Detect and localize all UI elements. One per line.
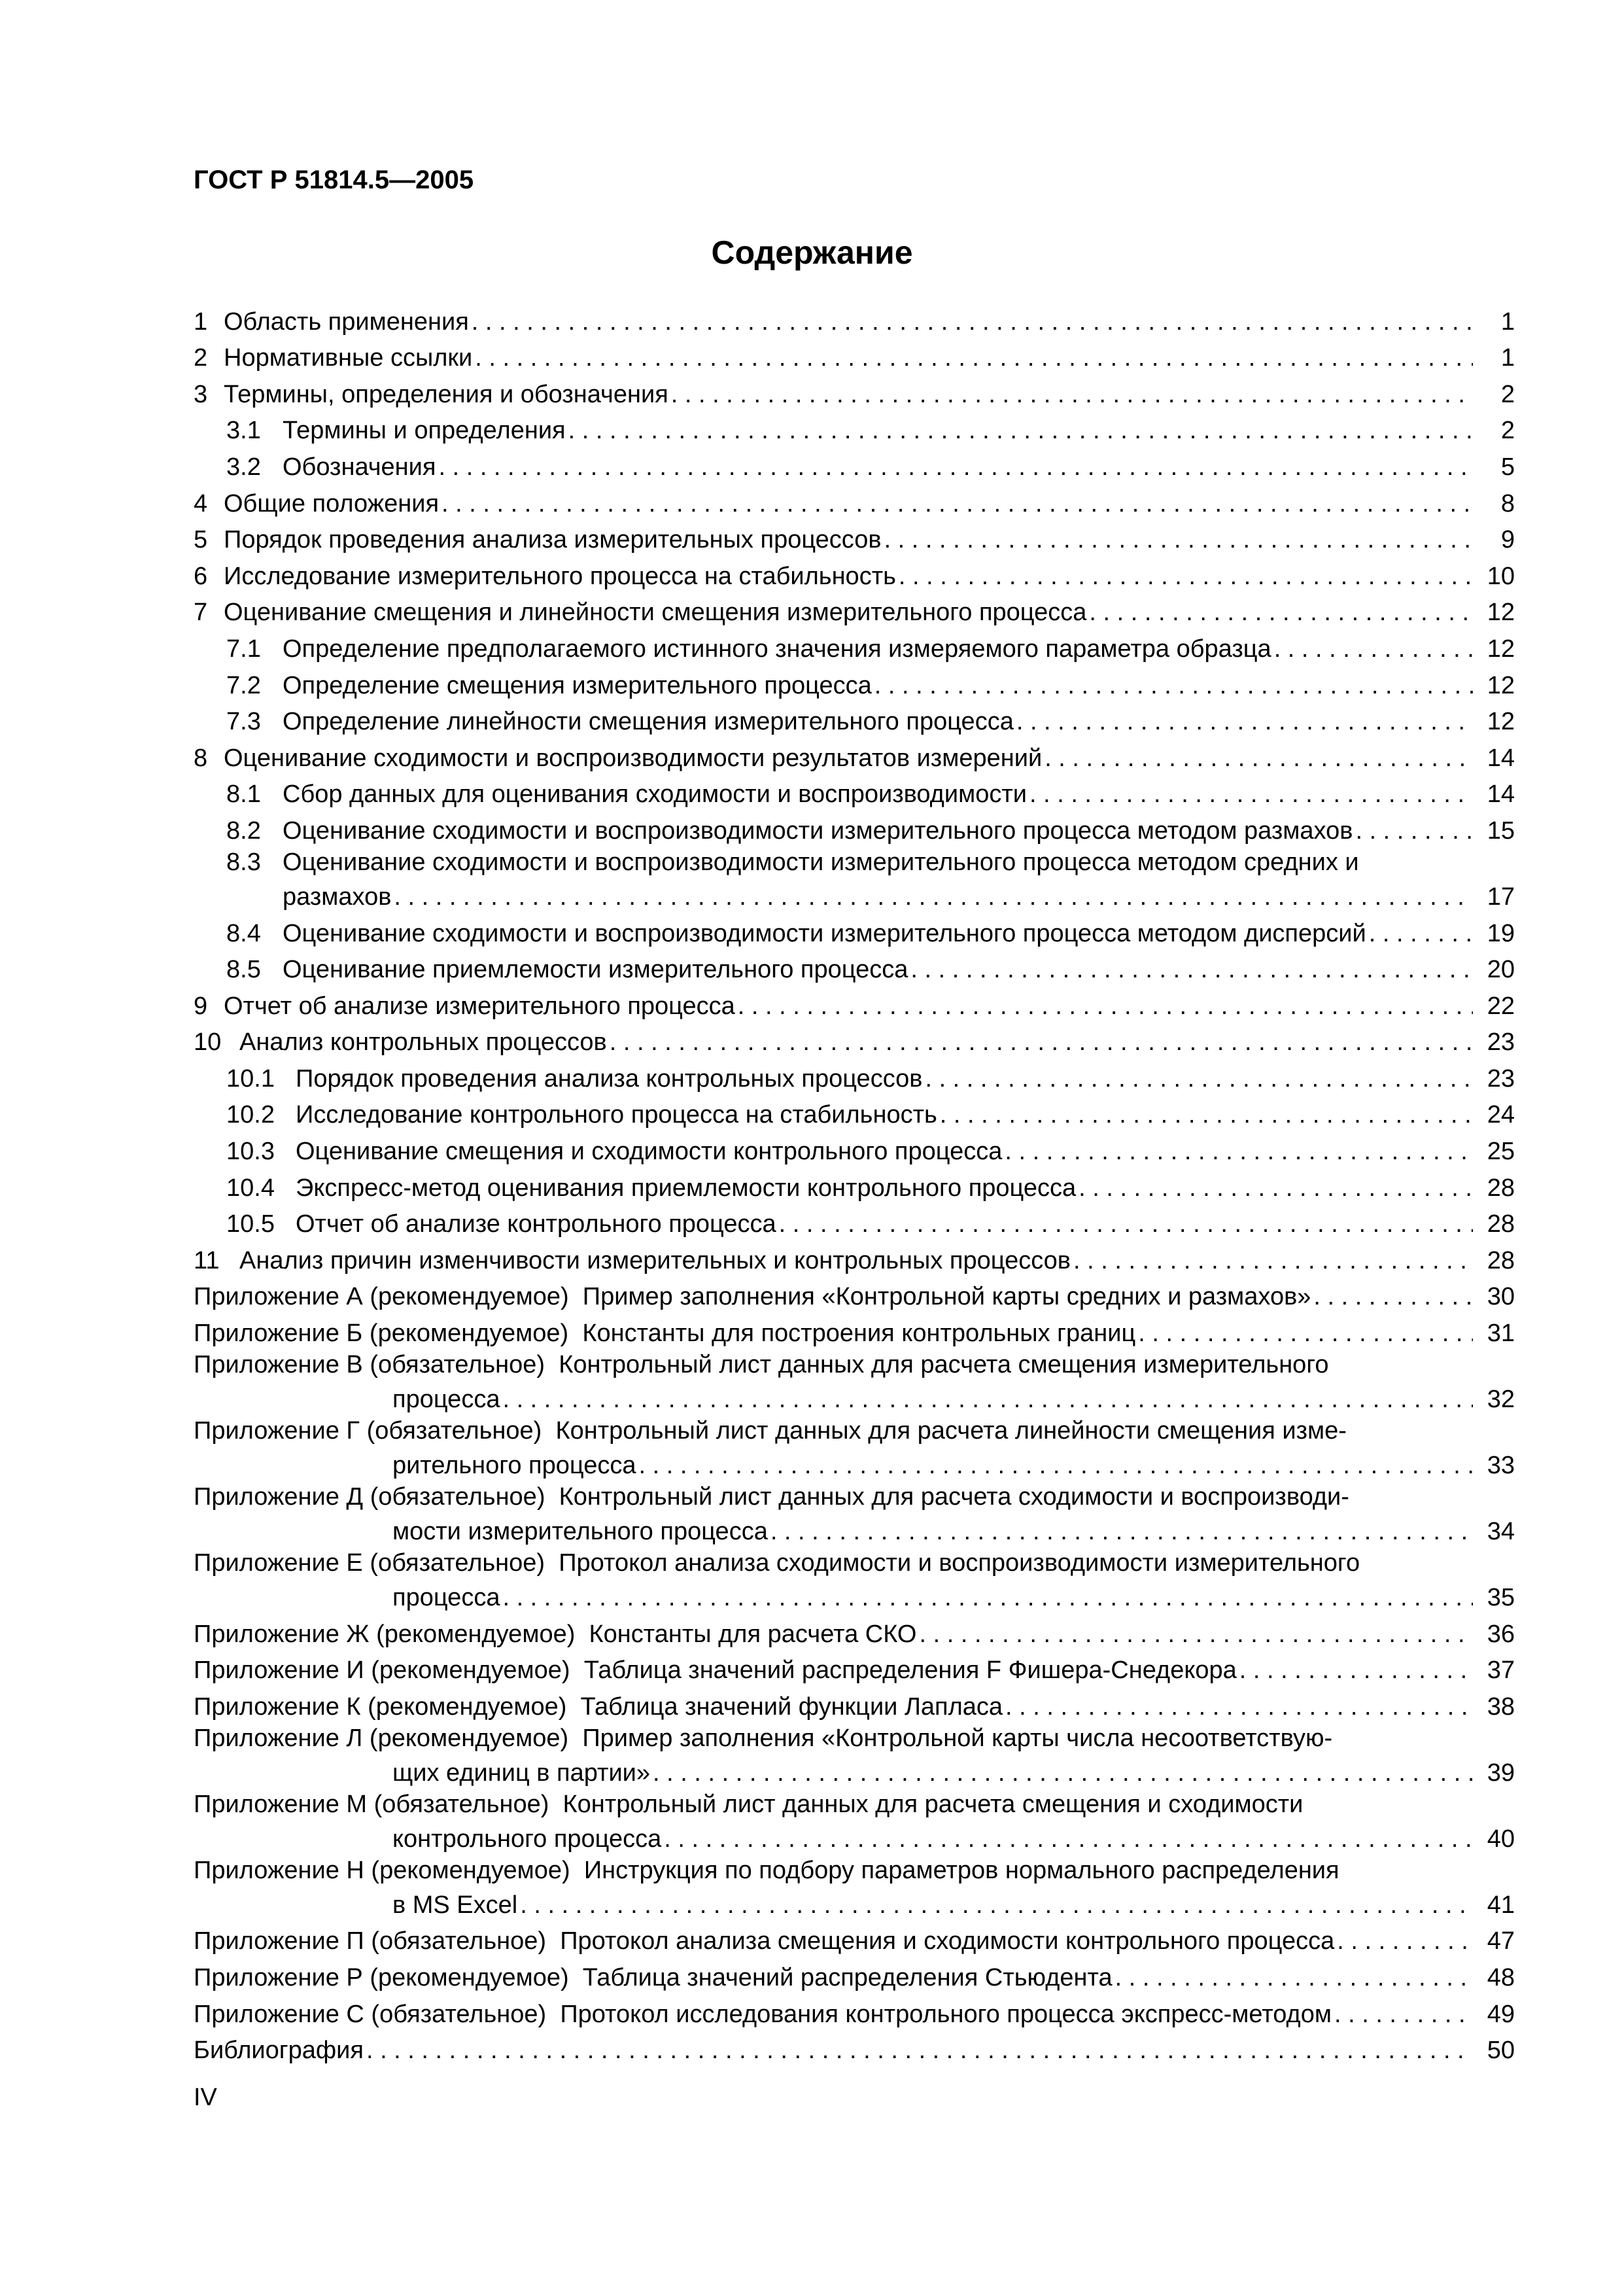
toc-leader-dots [1016, 707, 1473, 737]
toc-entry-page: 12 [1487, 599, 1515, 627]
toc-entry-number: 8 [194, 744, 208, 772]
toc-appendix-label: Приложение Н (рекомендуемое) [194, 1856, 570, 1884]
toc-entry-page: 31 [1487, 1320, 1515, 1348]
toc-leader-dots [738, 991, 1473, 1021]
toc-entry-title: Термины и определения [283, 417, 566, 445]
toc-appendix[interactable] [194, 1649, 1515, 1686]
toc-entry-page: 1 [1500, 307, 1515, 336]
toc-entry-title-line1: Контрольный лист данных для расчета смещения и сходимости [562, 1790, 1304, 1818]
toc-entry-page: 2 [1500, 417, 1515, 445]
toc-appendix-label: Приложение Б (рекомендуемое) [194, 1320, 569, 1348]
toc-appendix[interactable] [194, 1854, 1515, 1920]
toc-entry-page: 33 [1487, 1452, 1515, 1480]
toc-entry-number: 8.1 [226, 780, 261, 809]
toc-entry-title: Сбор данных для оценивания сходимости и воспроизводимости [283, 780, 1027, 809]
toc-entry[interactable] [194, 337, 1515, 374]
toc-entry-number: 8.3 [226, 848, 261, 876]
toc-entry-number: 11 [194, 1246, 220, 1274]
toc-leader-dots [1369, 919, 1473, 949]
toc-appendix-label: Приложение Р (рекомендуемое) [194, 1964, 569, 1991]
toc-entry-page: 36 [1487, 1620, 1515, 1648]
toc-entry[interactable] [194, 410, 1515, 446]
toc-entry[interactable] [194, 482, 1515, 519]
toc-entry[interactable] [194, 809, 1515, 846]
toc-leader-dots [1334, 1999, 1473, 2029]
toc-leader-dots [874, 671, 1473, 701]
toc-entry[interactable] [194, 1239, 1515, 1276]
toc-entry-title-line1: Протокол анализа сходимости и воспроизводимости измерительного [559, 1549, 1360, 1577]
toc-entry-title: Протокол анализа смещения и сходимости контрольного процесса [560, 1927, 1335, 1955]
toc-entry-number: 3.1 [226, 417, 261, 445]
toc-leader-dots [1079, 1173, 1473, 1203]
toc-appendix[interactable] [194, 1613, 1515, 1649]
toc-entry-number: 8.4 [226, 919, 261, 947]
toc-entry-title-line2: процесса [392, 1386, 500, 1414]
toc-entry-page: 39 [1487, 1759, 1515, 1787]
toc-leader-dots [1274, 634, 1473, 664]
toc-entry-title: Нормативные ссылки [224, 344, 473, 372]
toc-leader-dots [664, 1824, 1473, 1854]
toc-leader-dots [1005, 1136, 1473, 1166]
toc-entry-title: Исследование контрольного процесса на стабильность [296, 1101, 937, 1129]
toc-entry-number: 10 [194, 1028, 222, 1057]
toc-entry-title: Оценивание смещения и линейности смещения измерительного процесса [224, 599, 1087, 627]
toc-entry-page: 5 [1500, 453, 1515, 481]
toc-entry-title: Анализ причин изменчивости измерительных и контрольных процессов [239, 1246, 1071, 1274]
toc-leader-dots [1115, 1963, 1473, 1993]
toc-entry-number: 9 [194, 992, 208, 1020]
toc-appendix[interactable] [194, 1312, 1515, 1348]
toc-entry[interactable] [194, 519, 1515, 555]
toc-entry-title: Таблица значений распределения Стьюдента [582, 1964, 1113, 1991]
toc-entry-number: 5 [194, 526, 208, 554]
toc-entry-title: Таблица значений распределения F Фишера-Снедекора [583, 1656, 1237, 1685]
toc-entry[interactable] [194, 627, 1515, 664]
toc-appendix-label: Приложение К (рекомендуемое) [194, 1692, 567, 1721]
toc-leader-dots [925, 1064, 1473, 1094]
toc-entry-number: 3 [194, 380, 208, 408]
toc-leader-dots [1337, 1926, 1473, 1956]
toc-entry-page: 37 [1487, 1656, 1515, 1685]
toc-entry-number: 10.4 [226, 1174, 275, 1202]
toc-entry[interactable] [194, 737, 1515, 773]
toc-appendix[interactable] [194, 1480, 1515, 1547]
toc-leader-dots [919, 1619, 1473, 1649]
toc-entry[interactable] [194, 1130, 1515, 1166]
toc-entry-page: 28 [1487, 1246, 1515, 1274]
toc-entry-page: 22 [1487, 992, 1515, 1020]
toc-entry-number: 10.2 [226, 1101, 275, 1129]
toc-entry-number: 8.2 [226, 816, 261, 845]
toc-entry-title: Пример заполнения «Контрольной карты средних и размахов» [582, 1283, 1311, 1311]
toc-leader-dots [1029, 779, 1473, 809]
toc-entry-number: 8.5 [226, 956, 261, 984]
toc-appendix[interactable] [194, 1920, 1515, 1957]
toc-entry-title: Определение линейности смещения измерительного процесса [283, 708, 1014, 736]
toc-entry-page: 48 [1487, 1964, 1515, 1991]
toc-entry-title: Константы для построения контрольных границ [582, 1320, 1136, 1348]
toc-leader-dots [1138, 1318, 1473, 1348]
toc-entry-number: 2 [194, 344, 208, 372]
toc-appendix[interactable] [194, 1414, 1515, 1480]
toc-appendix[interactable] [194, 1685, 1515, 1722]
toc-leader-dots [1239, 1655, 1473, 1685]
toc-leader-dots [899, 561, 1473, 591]
toc-entry-title-line1: Оценивание сходимости и воспроизводимости измерительного процесса методом средних и [283, 848, 1359, 876]
toc-leader-dots [1005, 1692, 1473, 1722]
toc-leader-dots [1045, 743, 1473, 773]
toc-entry-page: 12 [1487, 671, 1515, 699]
toc-leader-dots [940, 1100, 1473, 1130]
toc-appendix-label: Приложение П (обязательное) [194, 1927, 547, 1955]
toc-entry-title: Определение предполагаемого истинного значения измеряемого параметра образца [283, 635, 1271, 663]
toc-entry-title: Оценивание сходимости и воспроизводимости измерительного процесса методом размахов [283, 816, 1353, 845]
toc-entry-page: 41 [1487, 1891, 1515, 1919]
toc-entry-page: 2 [1500, 380, 1515, 408]
toc-entry-page: 1 [1500, 344, 1515, 372]
toc-entry-title-line1: Пример заполнения «Контрольной карты числа несоответствую- [582, 1724, 1333, 1752]
toc-appendix[interactable] [194, 1348, 1515, 1414]
toc-entry-page: 8 [1500, 489, 1515, 517]
toc-appendix-label: Приложение А (рекомендуемое) [194, 1283, 569, 1311]
toc-entry-number: 10.1 [226, 1064, 275, 1093]
toc-entry-page: 23 [1487, 1064, 1515, 1093]
toc-entry[interactable] [194, 373, 1515, 410]
toc-leader-dots [502, 1583, 1473, 1613]
toc-entry-number: 1 [194, 307, 208, 336]
toc-entry[interactable] [194, 985, 1515, 1021]
toc-entry-title-line1: Контрольный лист данных для расчета сходимости и воспроизводи- [559, 1483, 1349, 1511]
toc-leader-dots [438, 452, 1473, 482]
toc-appendix-label: Приложение Ж (рекомендуемое) [194, 1620, 576, 1648]
toc-leader-dots [394, 882, 1473, 912]
toc-entry-title-line2: щих единиц в партии» [392, 1759, 651, 1787]
toc-entry-page: 28 [1487, 1174, 1515, 1202]
toc-entry-page: 17 [1487, 883, 1515, 911]
toc-appendix-label: Приложение И (рекомендуемое) [194, 1656, 570, 1685]
page-title: Содержание [711, 234, 913, 271]
toc-entry-page: 20 [1487, 956, 1515, 984]
toc-entry-title: Константы для расчета СКО [589, 1620, 917, 1648]
toc-leader-dots [472, 307, 1473, 337]
toc-entry[interactable] [194, 591, 1515, 628]
toc-entry-title-line1: Контрольный лист данных для расчета смещения измерительного [559, 1351, 1329, 1379]
toc-entry-title: Оценивание сходимости и воспроизводимости результатов измерений [224, 744, 1043, 772]
toc-entry-title: Область применения [224, 307, 469, 336]
toc-appendix-label: Приложение Л (рекомендуемое) [194, 1724, 569, 1752]
toc-appendix-label: Приложение С (обязательное) [194, 2000, 547, 2028]
toc-entry-page: 47 [1487, 1927, 1515, 1955]
toc-entry-page: 10 [1487, 562, 1515, 590]
toc-entry-title-line2: мости измерительного процесса [392, 1518, 768, 1546]
toc-appendix[interactable] [194, 1276, 1515, 1312]
toc-appendix[interactable] [194, 1547, 1515, 1613]
toc-appendix-label: Приложение Д (обязательное) [194, 1483, 545, 1511]
toc-entry-title: Отчет об анализе измерительного процесса [224, 992, 735, 1020]
toc-entry-title: Обозначения [283, 453, 436, 481]
toc-entry-number: 10.3 [226, 1138, 275, 1166]
toc-entry-page: 49 [1487, 2000, 1515, 2028]
toc-entry-title: Оценивание сходимости и воспроизводимости измерительного процесса методом дисперсий [283, 919, 1366, 947]
toc-entry-page: 14 [1487, 780, 1515, 809]
toc-entry-page: 12 [1487, 708, 1515, 736]
toc-leader-dots [1089, 597, 1473, 627]
toc-entry-page: 14 [1487, 744, 1515, 772]
toc-entry-page: 25 [1487, 1138, 1515, 1166]
toc-entry[interactable] [194, 1021, 1515, 1058]
toc-entry[interactable] [194, 846, 1515, 912]
toc-entry-number: 3.2 [226, 453, 261, 481]
toc-appendix-label: Библиография [194, 2037, 364, 2065]
table-of-contents [194, 300, 1515, 2065]
toc-appendix-label: Приложение М (обязательное) [194, 1790, 549, 1818]
toc-entry-title-line2: рительного процесса [392, 1452, 636, 1480]
toc-entry[interactable] [194, 1166, 1515, 1203]
toc-entry-page: 30 [1487, 1283, 1515, 1311]
toc-entry-title: Общие положения [224, 489, 440, 517]
toc-entry-page: 32 [1487, 1386, 1515, 1414]
toc-entry[interactable] [194, 912, 1515, 949]
toc-entry-title: Таблица значений функции Лапласа [580, 1692, 1003, 1721]
toc-leader-dots [502, 1384, 1473, 1414]
toc-entry-title: Анализ контрольных процессов [239, 1028, 607, 1057]
toc-leader-dots [671, 379, 1473, 410]
toc-entry-title: Оценивание приемлемости измерительного процесса [283, 956, 908, 984]
toc-entry[interactable] [194, 664, 1515, 701]
toc-entry-title-line1: Контрольный лист данных для расчета линейности смещения изме- [555, 1417, 1347, 1445]
toc-entry-title: Порядок проведения анализа контрольных процессов [296, 1064, 923, 1093]
toc-leader-dots [520, 1890, 1473, 1920]
toc-entry-title-line2: контрольного процесса [392, 1825, 662, 1853]
toc-entry[interactable] [194, 1203, 1515, 1240]
toc-entry-title: Экспресс-метод оценивания приемлемости контрольного процесса [296, 1174, 1077, 1202]
toc-entry-title: Порядок проведения анализа измерительных процессов [224, 526, 882, 554]
toc-leader-dots [1313, 1282, 1473, 1312]
toc-entry-title: Определение смещения измерительного процесса [283, 671, 872, 699]
toc-entry[interactable] [194, 555, 1515, 591]
toc-entry-title-line1: Инструкция по подбору параметров нормального распределения [583, 1856, 1339, 1884]
toc-entry-title: Протокол исследования контрольного процесса экспресс-методом [560, 2000, 1332, 2028]
toc-entry-page: 34 [1487, 1518, 1515, 1546]
toc-leader-dots [884, 525, 1473, 555]
toc-entry-page: 19 [1487, 919, 1515, 947]
toc-bibliography[interactable] [194, 2029, 1515, 2066]
toc-leader-dots [610, 1027, 1473, 1057]
toc-entry-page: 12 [1487, 635, 1515, 663]
toc-appendix-label: Приложение Е (обязательное) [194, 1549, 545, 1577]
toc-entry-page: 40 [1487, 1825, 1515, 1853]
toc-leader-dots [779, 1209, 1473, 1239]
toc-leader-dots [910, 955, 1473, 985]
toc-entry-title: Термины, определения и обозначения [224, 380, 668, 408]
toc-entry-title: Отчет об анализе контрольного процесса [296, 1210, 776, 1238]
toc-entry-page: 50 [1487, 2037, 1515, 2065]
toc-leader-dots [475, 343, 1473, 373]
toc-leader-dots [1073, 1246, 1473, 1276]
toc-entry-number: 4 [194, 489, 208, 517]
toc-leader-dots [1355, 816, 1473, 846]
toc-entry-page: 28 [1487, 1210, 1515, 1238]
toc-entry-number: 6 [194, 562, 208, 590]
toc-appendix[interactable] [194, 1722, 1515, 1788]
toc-appendix-label: Приложение Г (обязательное) [194, 1417, 542, 1445]
toc-leader-dots [366, 2035, 1473, 2065]
toc-entry-number: 7.3 [226, 708, 261, 736]
toc-entry-number: 7 [194, 599, 208, 627]
toc-entry-title-line2: размахов [283, 883, 392, 911]
toc-entry-title-line2: в MS Excel [392, 1891, 518, 1919]
toc-entry[interactable] [194, 701, 1515, 737]
toc-entry[interactable] [194, 773, 1515, 810]
toc-entry-page: 15 [1487, 816, 1515, 845]
toc-entry-page: 38 [1487, 1692, 1515, 1721]
standard-id: ГОСТ Р 51814.5—2005 [194, 166, 474, 194]
toc-entry[interactable] [194, 1094, 1515, 1130]
toc-appendix[interactable] [194, 1788, 1515, 1854]
toc-entry[interactable] [194, 1057, 1515, 1094]
toc-entry-page: 23 [1487, 1028, 1515, 1057]
toc-entry[interactable] [194, 446, 1515, 482]
toc-entry[interactable] [194, 300, 1515, 337]
toc-leader-dots [441, 489, 1473, 519]
toc-leader-dots [770, 1516, 1473, 1547]
toc-entry-page: 24 [1487, 1101, 1515, 1129]
toc-entry-page: 9 [1500, 526, 1515, 554]
page-number: IV [194, 2084, 217, 2111]
toc-entry-number: 10.5 [226, 1210, 275, 1238]
toc-entry-title: Исследование измерительного процесса на стабильность [224, 562, 896, 590]
toc-appendix[interactable] [194, 1956, 1515, 1993]
toc-entry-page: 35 [1487, 1584, 1515, 1612]
toc-appendix-label: Приложение В (обязательное) [194, 1351, 545, 1379]
toc-entry-number: 7.1 [226, 635, 261, 663]
toc-entry-number: 7.2 [226, 671, 261, 699]
toc-leader-dots [568, 415, 1473, 446]
toc-appendix[interactable] [194, 1993, 1515, 2029]
toc-leader-dots [638, 1450, 1473, 1480]
toc-leader-dots [653, 1758, 1473, 1788]
toc-entry[interactable] [194, 949, 1515, 985]
toc-entry-title: Оценивание смещения и сходимости контрольного процесса [296, 1138, 1003, 1166]
toc-entry-title-line2: процесса [392, 1584, 500, 1612]
